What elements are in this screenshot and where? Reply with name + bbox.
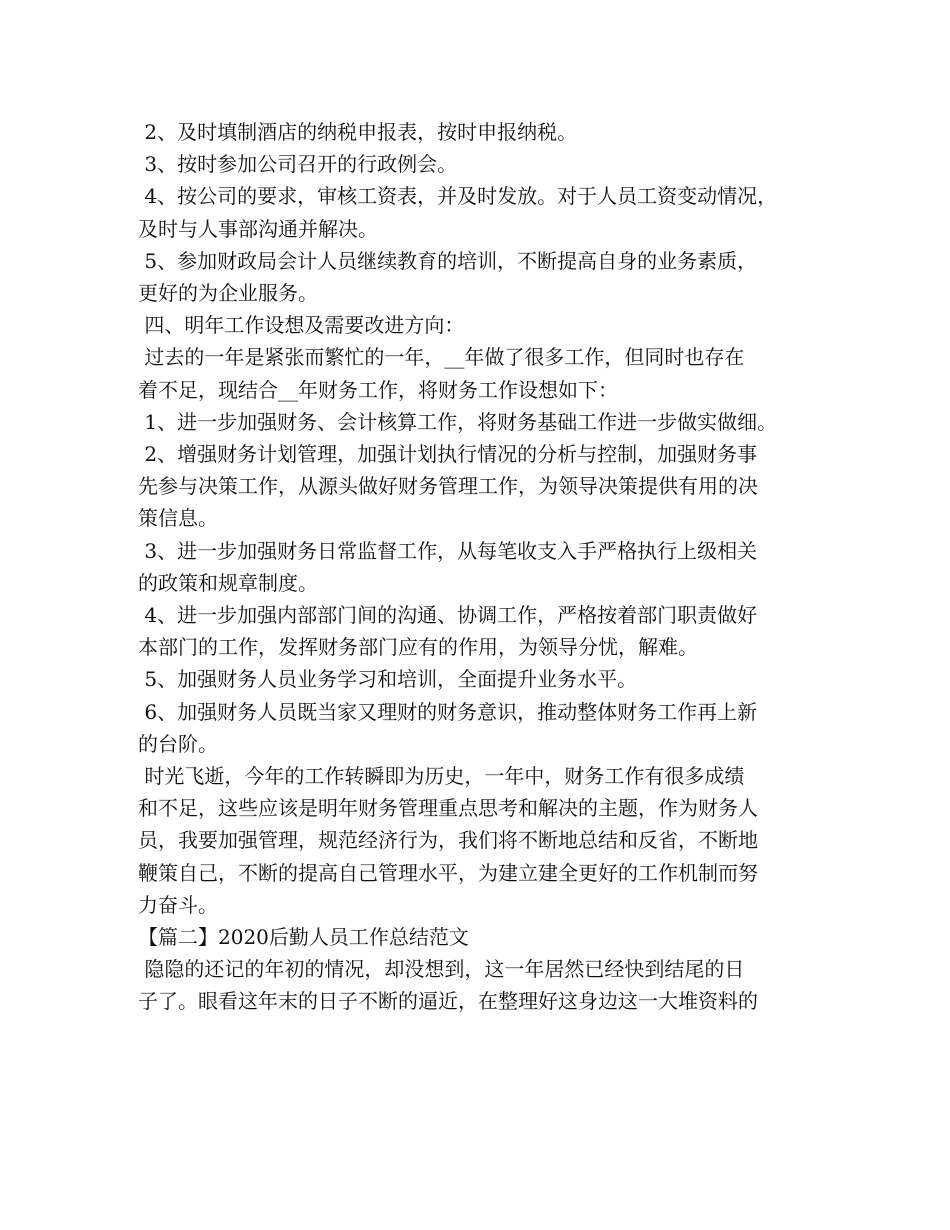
paragraph	[138, 535, 828, 599]
text-line: 的台阶。	[138, 731, 218, 756]
paragraph	[138, 245, 828, 309]
paragraph	[138, 953, 828, 1017]
paragraph	[138, 406, 828, 438]
paragraph	[138, 921, 828, 953]
text-line: 力奋斗。	[138, 892, 218, 917]
text-line: 的政策和规章制度。	[138, 570, 318, 595]
text-line: 4、按公司的要求，审核工资表，并及时发放。对于人员工资变动情况，	[138, 184, 778, 209]
text-line: 时光飞逝，今年的工作转瞬即为历史，一年中，财务工作有很多成绩	[138, 764, 745, 789]
text-line: 隐隐的还记的年初的情况，却没想到，这一年居然已经快到结尾的日	[138, 957, 745, 982]
text-line: 策信息。	[138, 506, 218, 531]
text-line: 1、进一步加强财务、会计核算工作，将财务基础工作进一步做实做细。	[138, 409, 778, 434]
text-line: 【篇二】2020后勤人员工作总结范文	[138, 925, 469, 950]
text-line: 6、加强财务人员既当家又理财的财务意识，推动整体财务工作再上新	[138, 699, 758, 724]
text-line: 2、及时填制酒店的纳税申报表，按时申报纳税。	[138, 120, 578, 144]
text-line: 四、明年工作设想及需要改进方向：	[138, 313, 465, 338]
paragraph	[138, 599, 828, 663]
paragraph	[138, 760, 828, 921]
text-line: 2、增强财务计划管理，加强计划执行情况的分析与控制，加强财务事	[138, 442, 758, 467]
paragraph	[138, 438, 828, 535]
text-line: 和不足，这些应该是明年财务管理重点思考和解决的主题，作为财务人	[138, 796, 758, 821]
text-line: 着不足，现结合__年财务工作，将财务工作设想如下：	[138, 377, 618, 402]
text-line: 3、按时参加公司召开的行政例会。	[138, 152, 458, 177]
paragraph	[138, 341, 828, 405]
text-line: 3、进一步加强财务日常监督工作，从每笔收支入手严格执行上级相关	[138, 538, 758, 563]
paragraph	[138, 180, 828, 244]
text-line: 5、参加财政局会计人员继续教育的培训，不断提高自身的业务素质，	[138, 248, 758, 273]
text-line: 5、加强财务人员业务学习和培训，全面提升业务水平。	[138, 667, 638, 692]
text-line: 先参与决策工作，从源头做好财务管理工作，为领导决策提供有用的决	[138, 474, 758, 499]
text-line: 子了。眼看这年末的日子不断的逼近，在整理好这身边这一大堆资料的	[138, 989, 758, 1014]
text-line: 本部门的工作，发挥财务部门应有的作用，为领导分忧，解难。	[138, 635, 698, 660]
document-body	[138, 116, 828, 1018]
paragraph	[138, 696, 828, 760]
text-line: 鞭策自己，不断的提高自己管理水平，为建立建全更好的工作机制而努	[138, 860, 758, 885]
paragraph	[138, 309, 828, 341]
text-line: 员，我要加强管理，规范经济行为，我们将不断地总结和反省，不断地	[138, 828, 758, 853]
text-line: 及时与人事部沟通并解决。	[138, 216, 378, 241]
text-line: 过去的一年是紧张而繁忙的一年，__年做了很多工作，但同时也存在	[138, 345, 745, 370]
text-line: 更好的为企业服务。	[138, 281, 318, 306]
paragraph	[138, 148, 828, 180]
paragraph	[138, 663, 828, 695]
text-line: 4、进一步加强内部部门间的沟通、协调工作，严格按着部门职责做好	[138, 603, 758, 628]
paragraph	[138, 116, 828, 148]
